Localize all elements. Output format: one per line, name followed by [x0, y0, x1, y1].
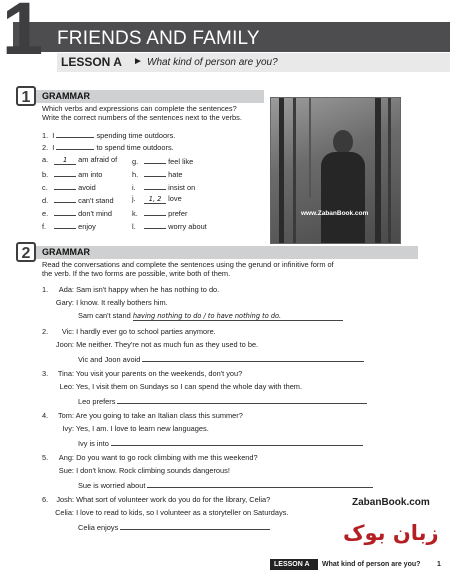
answer-blank[interactable]: having nothing to do / to have nothing to do. — [133, 312, 343, 321]
section-2-title: GRAMMAR — [42, 247, 90, 257]
conversation-4-answer-line — [78, 437, 363, 448]
verb-item-text: hate — [168, 170, 183, 179]
lesson-question: What kind of person are you? — [147, 57, 278, 68]
sentence-2-blank[interactable] — [56, 141, 94, 150]
verb-item-c — [42, 181, 96, 192]
verb-item-letter: a. — [42, 155, 49, 164]
conversation-number: 2. — [42, 327, 49, 336]
speaker: Ivy: — [62, 424, 74, 433]
conversation-number: 3. — [42, 369, 49, 378]
answer-stem: Leo prefers — [78, 397, 116, 406]
conversation-5-answer-line — [78, 479, 373, 490]
verb-item-letter: h. — [132, 170, 139, 179]
verb-item-answer[interactable] — [144, 181, 166, 190]
photo-watermark: www.ZabanBook.com — [301, 210, 369, 217]
verb-item-text: avoid — [78, 183, 96, 192]
verb-item-answer[interactable] — [144, 155, 166, 164]
section-2-instruction-1: Read the conversations and complete the sentences using the gerund or infinitive form of — [42, 260, 334, 269]
conversation-number: 5. — [42, 453, 49, 462]
verb-item-f — [42, 220, 96, 231]
verb-item-answer[interactable] — [54, 181, 76, 190]
verb-item-text: can't stand — [78, 196, 114, 205]
section-1-instruction-1: Which verbs and expressions can complete the sentences? — [42, 104, 237, 113]
conversation-3-line-2 — [42, 382, 302, 391]
sentence-1-start: I — [52, 131, 55, 140]
answer-blank[interactable] — [147, 479, 373, 488]
verb-item-answer[interactable] — [144, 220, 166, 229]
dialogue-line: Do you want to go rock climbing with me this weekend? — [76, 453, 258, 462]
answer-stem: Celia enjoys — [78, 523, 119, 532]
verb-item-letter: i. — [132, 183, 136, 192]
verb-item-answer[interactable] — [54, 220, 76, 229]
verb-item-a — [42, 155, 117, 165]
conversation-6-answer-line — [78, 521, 270, 532]
answer-blank[interactable] — [120, 521, 270, 530]
verb-item-text: prefer — [168, 209, 188, 218]
sentence-1 — [42, 129, 175, 140]
conversation-2-answer-line — [78, 353, 364, 364]
answer-blank[interactable] — [142, 353, 364, 362]
watermark-logo: زبان بوک — [343, 521, 439, 545]
answer-stem: Vic and Joon avoid — [78, 355, 141, 364]
conversation-3-line-1 — [42, 369, 242, 378]
conversation-number: 1. — [42, 285, 49, 294]
verb-item-text: insist on — [168, 183, 196, 192]
verb-item-text: love — [168, 194, 182, 203]
dialogue-line: Yes, I am. I love to learn new languages. — [75, 424, 209, 433]
conversation-6-line-1 — [42, 495, 270, 504]
conversation-1-answer-line — [78, 311, 343, 321]
dialogue-line: I don't know. Rock climbing sounds dangerous! — [76, 466, 230, 475]
sentence-2-start: I — [52, 143, 55, 152]
verb-item-g — [132, 155, 193, 166]
dialogue-line: Are you going to take an Italian class this summer? — [75, 411, 243, 420]
verb-item-text: am afraid of — [78, 155, 118, 164]
conversation-4-line-2 — [42, 424, 209, 433]
speaker: Ada: — [58, 285, 74, 294]
conversation-5-line-2 — [42, 466, 230, 475]
conversation-4-line-1 — [42, 411, 243, 420]
answer-stem: Ivy is into — [78, 439, 109, 448]
speaker: Celia: — [55, 508, 74, 517]
conversation-5-line-1 — [42, 453, 258, 462]
verb-item-k — [132, 207, 187, 218]
speaker: Ang: — [58, 453, 74, 462]
verb-item-text: don't mind — [78, 209, 112, 218]
verb-item-i — [132, 181, 195, 192]
footer-lesson-label: LESSON A — [274, 561, 310, 568]
verb-item-j — [132, 194, 182, 204]
conversation-number: 4. — [42, 411, 49, 420]
sentence-2-number: 2. — [42, 143, 49, 152]
section-1-number: 1 — [16, 86, 36, 106]
footer-lesson-question: What kind of person are you? — [322, 561, 421, 568]
watermark-url: ZabanBook.com — [352, 497, 430, 508]
section-2-instruction-2: the verb. If the two forms are possible, write both of them. — [42, 269, 231, 278]
verb-item-answer[interactable] — [54, 207, 76, 216]
verb-item-letter: f. — [42, 222, 47, 231]
verb-item-e — [42, 207, 112, 218]
conversation-1-line-2 — [42, 298, 168, 307]
woman-in-forest-photo — [270, 97, 401, 244]
dialogue-line: You visit your parents on the weekends, don't you? — [75, 369, 243, 378]
verb-item-letter: e. — [42, 209, 49, 218]
verb-item-letter: c. — [42, 183, 48, 192]
dialogue-line: I love to read to kids, so I volunteer as a storyteller on Saturdays. — [76, 508, 289, 517]
arrow-right-icon: ► — [133, 56, 143, 67]
verb-item-text: enjoy — [78, 222, 96, 231]
conversation-1-line-1 — [42, 285, 219, 294]
dialogue-line: What sort of volunteer work do you do for the library, Celia? — [76, 495, 271, 504]
speaker: Leo: — [59, 382, 74, 391]
conversation-3-answer-line — [78, 395, 367, 406]
verb-item-letter: g. — [132, 157, 139, 166]
sentence-1-number: 1. — [42, 131, 49, 140]
speaker: Gary: — [55, 298, 74, 307]
section-2-number: 2 — [16, 242, 36, 262]
section-1-title: GRAMMAR — [42, 91, 90, 101]
speaker: Vic: — [61, 327, 74, 336]
speaker: Joon: — [55, 340, 74, 349]
verb-item-answer[interactable] — [144, 168, 166, 177]
section-1-instruction-2: Write the correct numbers of the sentences next to the verbs. — [42, 113, 242, 122]
verb-item-text: worry about — [168, 222, 207, 231]
dialogue-line: I hardly ever go to school parties anymore. — [76, 327, 216, 336]
answer-stem: Sam can't stand — [78, 311, 131, 320]
dialogue-line: Me neither. They're not as much fun as they used to be. — [76, 340, 259, 349]
sentence-1-blank[interactable] — [56, 129, 94, 138]
dialogue-line: I know. It really bothers him. — [76, 298, 168, 307]
verb-item-text: am into — [78, 170, 103, 179]
conversation-6-line-2 — [42, 508, 288, 517]
verb-item-answer[interactable] — [54, 194, 76, 203]
speaker: Tom: — [57, 411, 74, 420]
verb-item-d — [42, 194, 114, 205]
verb-item-b — [42, 168, 102, 179]
verb-item-h — [132, 168, 183, 179]
verb-item-letter: k. — [132, 209, 138, 218]
sentence-2 — [42, 141, 174, 152]
verb-item-letter: j. — [132, 194, 136, 203]
verb-item-answer[interactable] — [54, 168, 76, 177]
unit-number: 1 — [2, 0, 44, 70]
conversation-number: 6. — [42, 495, 49, 504]
conversation-2-line-2 — [42, 340, 258, 349]
speaker: Josh: — [56, 495, 74, 504]
answer-blank[interactable] — [117, 395, 367, 404]
lesson-label: LESSON A — [61, 55, 122, 69]
dialogue-line: Yes, I visit them on Sundays so I can spend the whole day with them. — [75, 382, 303, 391]
verb-item-answer[interactable]: 1, 2 — [144, 195, 166, 204]
verb-item-l — [132, 220, 207, 231]
verb-item-answer[interactable]: 1 — [54, 156, 76, 165]
dialogue-line: Sam isn't happy when he has nothing to do. — [76, 285, 220, 294]
verb-item-answer[interactable] — [144, 207, 166, 216]
page-number: 1 — [437, 561, 441, 568]
verb-item-letter: l. — [132, 222, 136, 231]
unit-title: FRIENDS AND FAMILY — [57, 28, 260, 49]
speaker: Tina: — [57, 369, 74, 378]
conversation-2-line-1 — [42, 327, 216, 336]
answer-blank[interactable] — [111, 437, 363, 446]
verb-item-text: feel like — [168, 157, 194, 166]
answer-stem: Sue is worried about — [78, 481, 146, 490]
sentence-1-end: spending time outdoors. — [96, 131, 176, 140]
verb-item-letter: b. — [42, 170, 49, 179]
speaker: Sue: — [58, 466, 74, 475]
sentence-2-end: to spend time outdoors. — [96, 143, 174, 152]
verb-item-letter: d. — [42, 196, 49, 205]
